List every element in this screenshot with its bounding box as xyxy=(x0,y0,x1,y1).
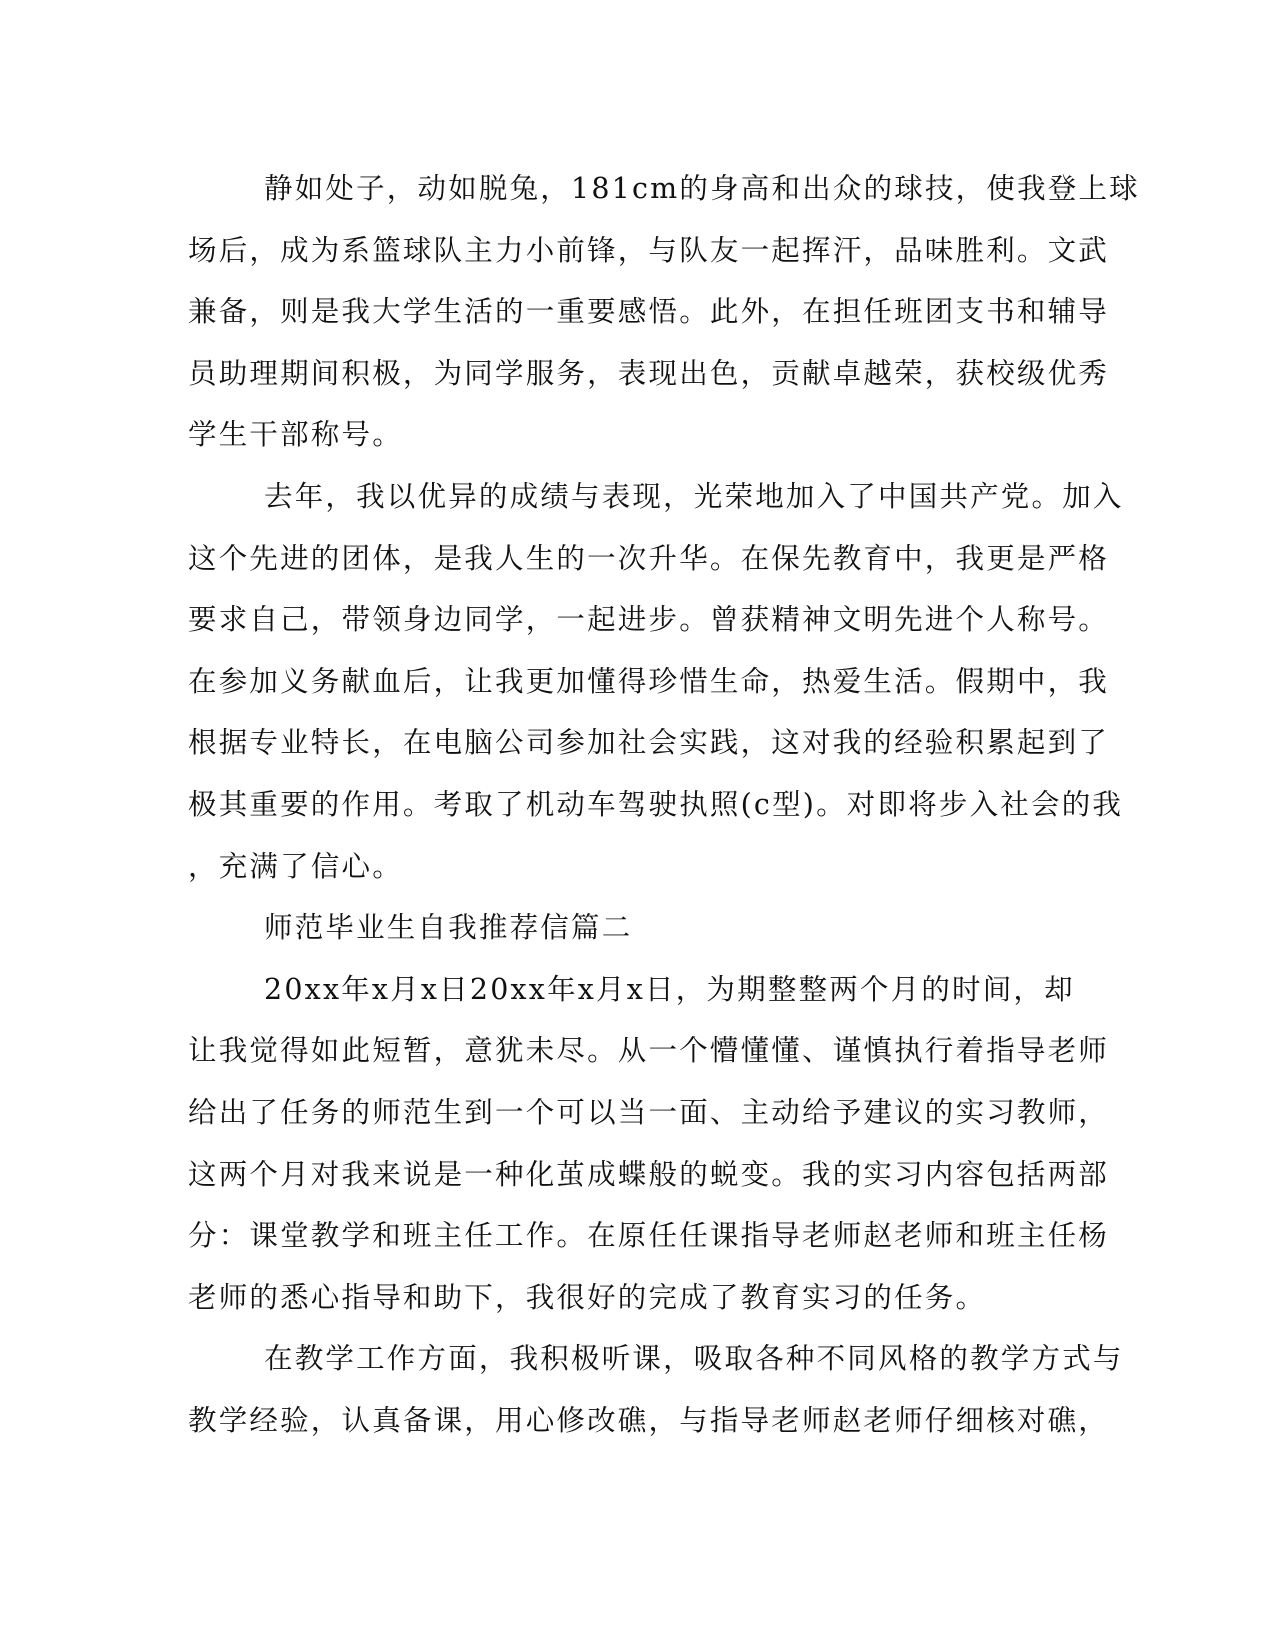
paragraph-line: 分：课堂教学和班主任工作。在原任任课指导老师赵老师和班主任杨 xyxy=(188,1219,1110,1253)
paragraph-line: 在教学工作方面，我积极听课，吸取各种不同风格的教学方式与 xyxy=(264,1342,1124,1376)
paragraph-line: 让我觉得如此短暂，意犹未尽。从一个懵懂懂、谨慎执行着指导老师 xyxy=(188,1034,1110,1068)
paragraph-line: 20xx年x月x日20xx年x月x日，为期整整两个月的时间，却 xyxy=(264,972,1075,1006)
paragraph-line: 兼备，则是我大学生活的一重要感悟。此外，在担任班团支书和辅导 xyxy=(188,295,1110,329)
section-heading: 师范毕业生自我推荐信篇二 xyxy=(264,911,633,945)
paragraph-line: 老师的悉心指导和助下，我很好的完成了教育实习的任务。 xyxy=(188,1280,987,1314)
paragraph-line: 学生干部称号。 xyxy=(188,418,403,452)
paragraph-line: 要求自己，带领身边同学，一起进步。曾获精神文明先进个人称号。 xyxy=(188,603,1110,637)
paragraph-line: 场后，成为系篮球队主力小前锋，与队友一起挥汗，品味胜利。文武 xyxy=(188,233,1110,267)
paragraph-line: 根据专业特长，在电脑公司参加社会实践，这对我的经验积累起到了 xyxy=(188,726,1110,760)
paragraph-line: 在参加义务献血后，让我更加懂得珍惜生命，热爱生活。假期中，我 xyxy=(188,664,1110,698)
paragraph-line: 极其重要的作用。考取了机动车驾驶执照(c型)。对即将步入社会的我 xyxy=(188,787,1124,821)
document-body xyxy=(188,158,1140,1451)
paragraph-line: 这个先进的团体，是我人生的一次升华。在保先教育中，我更是严格 xyxy=(188,541,1110,575)
paragraph-line: 静如处子，动如脱兔，181cm的身高和出众的球技，使我登上球 xyxy=(264,172,1140,205)
paragraph-line: 给出了任务的师范生到一个可以当一面、主动给予建议的实习教师， xyxy=(188,1095,1110,1129)
paragraph-line: 这两个月对我来说是一种化茧成蝶般的蜕变。我的实习内容包括两部 xyxy=(188,1157,1110,1191)
paragraph-line: 去年，我以优异的成绩与表现，光荣地加入了中国共产党。加入 xyxy=(264,479,1124,513)
paragraph-line: 员助理期间积极，为同学服务，表现出色，贡献卓越荣，获校级优秀 xyxy=(188,356,1110,390)
paragraph-line: ，充满了信心。 xyxy=(188,849,403,883)
paragraph-line: 教学经验，认真备课，用心修改礁，与指导老师赵老师仔细核对礁， xyxy=(188,1403,1110,1437)
